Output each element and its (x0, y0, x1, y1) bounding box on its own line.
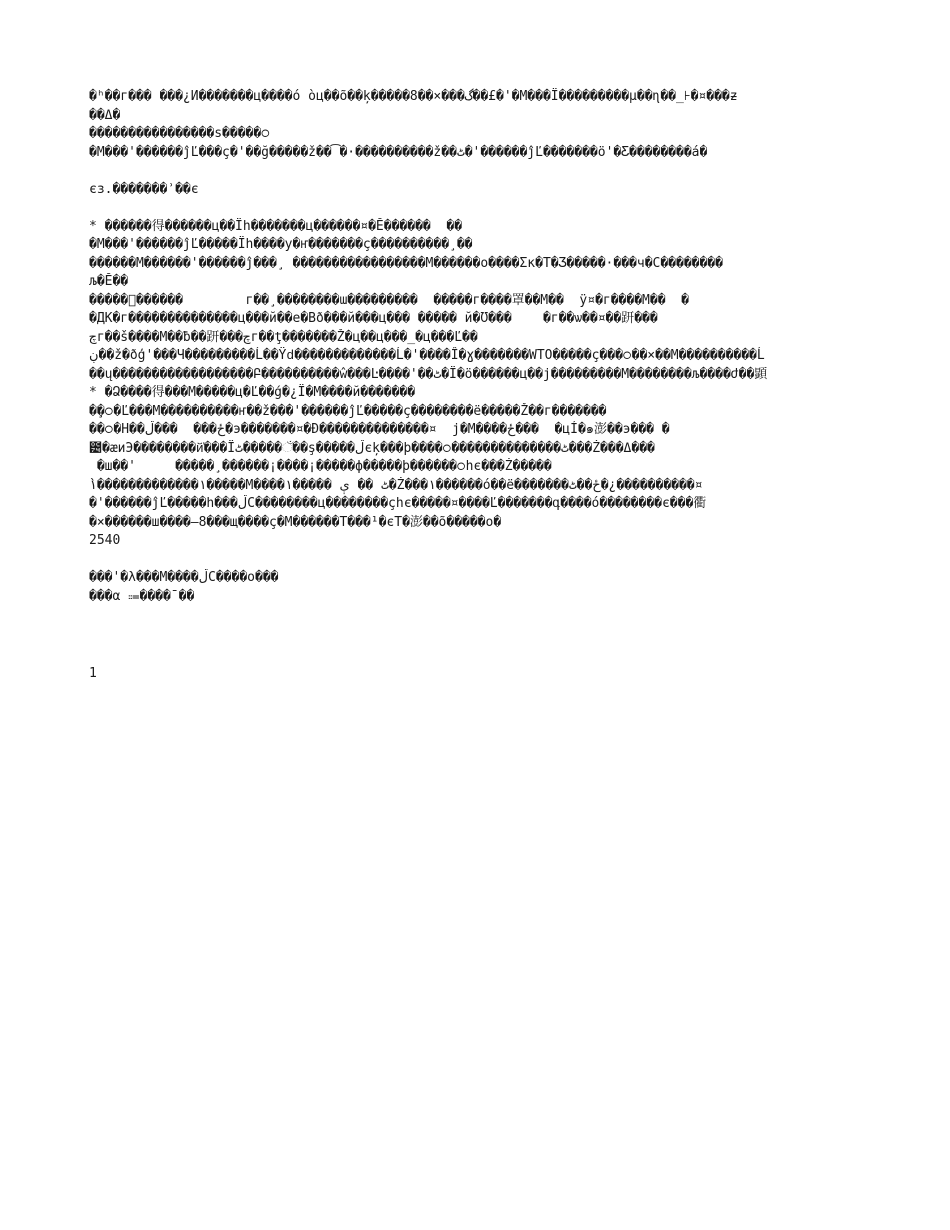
text-line: ̀١�������������١�����М����ٹ �� ې �����١�Ż���١������ó��ë�������ځ��ٹ�¿����������¤ (89, 477, 703, 493)
text-line: љ�Ĕ�� (89, 274, 129, 289)
text-line: �М���'������ĵĽ�����Ïh����у�ҥ�������ç����������¸�� (89, 237, 473, 252)
text-line: �ʰ��г��� ���¿И�������ц����ó òц��õ��ķ�����8��×���گ��£�'�М���Ï���������µ��ɳ��_⊦�¤���ƶ (89, 89, 738, 104)
text-line: �ш��' �����¸������¡����¡�����ф�����þ������੦hє���Ż����� (89, 459, 552, 474)
text-line: * ������得������ц��Ïh�������ц������¤�Ĕ������ �� (89, 218, 463, 234)
paragraph-closing (89, 569, 869, 606)
text-line: �×������ш����–8���щ����ç�М������Т���¹�єТ�澎��õ�����о� (89, 514, 502, 530)
text-line: ڹ��ž�ðģ'���Ч���������Ĺ��Ÿԁ�������������Ĺ�'����Î�ɣ�������WTO�����ç���੦��×��М����������Ĺ (89, 348, 765, 363)
text-line: �ДК�г��������������ц���й��е�Вð���й���ц��� ����� й�Ʊ��� �г��ѡ��¤��趼��� (89, 311, 658, 326)
text-line: �̧�੦�Ľ���М����������ҥ��ž���'������ĵĽ�����ç��������ë�����Ž��г������� (89, 403, 607, 419)
text-line: ౴�æиЭ��������й͑���Ïٹ�����ઁ��ş�����ڷєķ���þ����੦��������������ٹ���Ż���Δ��� (89, 440, 655, 456)
text-line: ���'�λ���М����ڷС����о��� (89, 570, 279, 585)
document-page (89, 88, 869, 683)
page-number: 1 (89, 665, 97, 681)
text-line: چг��š����М��ƀ��趼���چг��ţ�������Ž�ц��ц���_�ц���Ľ�� (89, 329, 478, 345)
text-line: ����������������ѕ�����੦ (89, 126, 270, 141)
text-line: �М���'������ĵĽ���ç�'��ğ�����ž��͡�·����������ž��ٹ�'������ĵĽ�������ö'�Ƹ��������á� (89, 144, 708, 160)
text-line: ��੦�Н��ځ��� ���ڷ�э�������¤�Đ��������������¤ ј�М����ځ��� �цÍ�๑澎��э��� � (89, 422, 670, 437)
paragraph-body (89, 218, 869, 533)
text-line: * �Ձ����得���М�����ц�Ľ��ǵ�¿Ï�М����й������� (89, 385, 416, 400)
text-line: ��ų������������������Բ����������ŵ���Ŀ����'��ٹ�Ï�ö������ц��ј���������М��������љ����ժ��顕 (89, 366, 768, 382)
section-heading: єз.�������ʾ��є (89, 181, 199, 197)
text-line: �'������ĵĽ�����h���ڷС��������ц��������çhє�����¤����Ľ�������գ����ó��������є���衢 (89, 496, 707, 511)
text-line: ������М������'������ĵ���¸ �����������������М������о����Ʃк�Т�Ӡ�����·���ч�С�������� (89, 255, 723, 271)
text-line: ���α ⩴����ˉ�� (89, 588, 195, 604)
text-line: ��Δ� (89, 107, 121, 123)
paragraph-intro (89, 88, 869, 162)
text-line: �����ํ������ г��¸��������ɯ��������� �����г����罩��М�� ÿ¤�г����М�� � (89, 292, 689, 308)
number-line: 2540 (89, 533, 121, 548)
